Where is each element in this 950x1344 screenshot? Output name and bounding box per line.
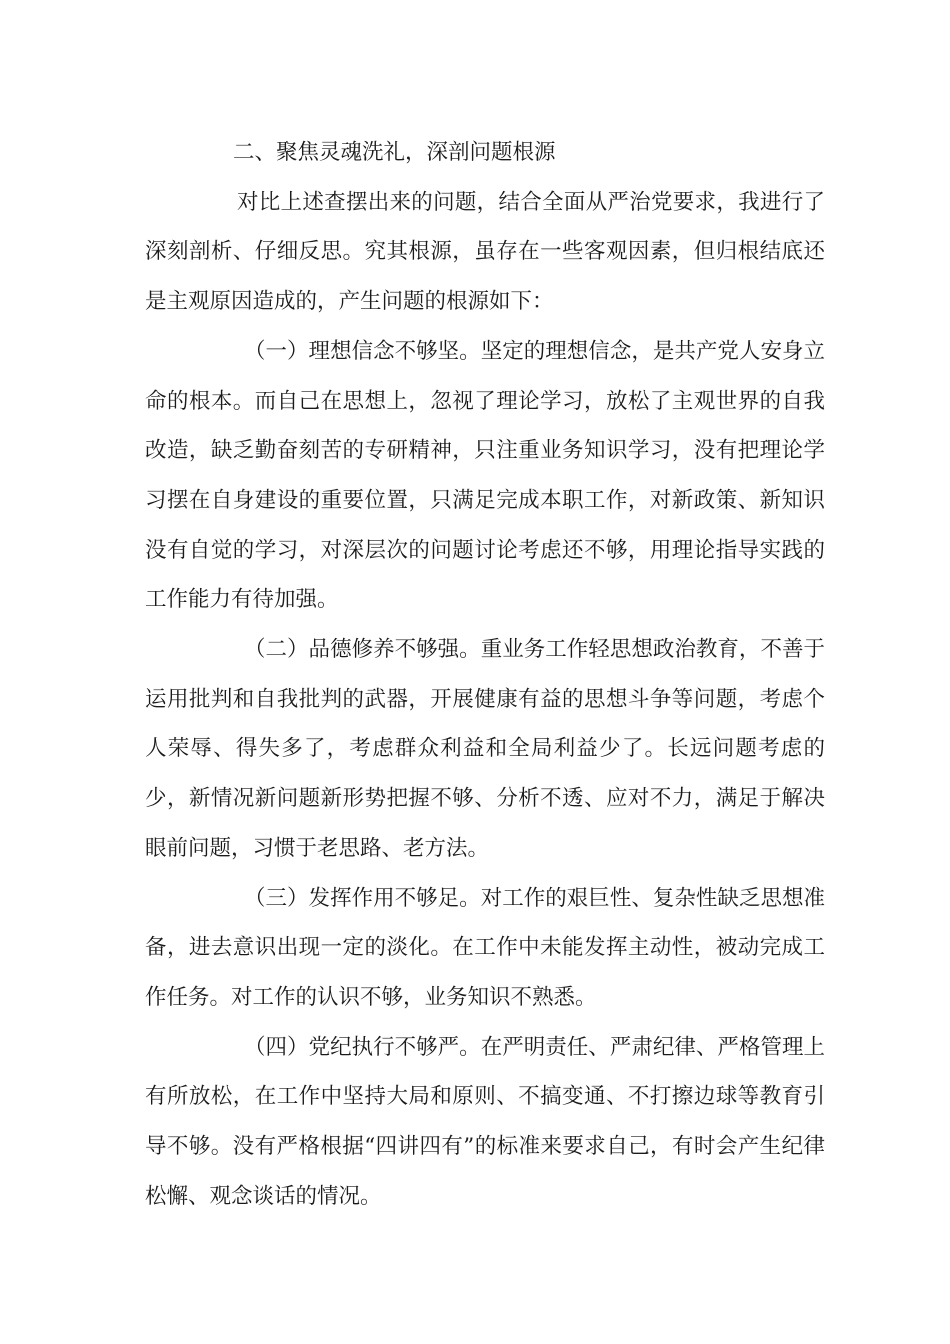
- intro-paragraph: 对比上述查摆出来的问题，结合全面从严治党要求，我进行了深刻剖析、仔细反思。究其根源，虽存在一些客观因素，但归根结底还是主观原因造成的，产生问题的根源如下：: [145, 189, 825, 315]
- paragraph-discipline: （四）党纪执行不够严。在严明责任、严肃纪律、严格管理上有所放松，在工作中坚持大局和原则、不搞变通、不打擦边球等教育引导不够。没有严格根据“四讲四有”的标准来要求自己，有时会产生纪律松懈、观念谈话的情况。: [145, 1034, 825, 1209]
- paragraph-ideals: （一）理想信念不够坚。坚定的理想信念，是共产党人安身立命的根本。而自己在思想上，忽视了理论学习，放松了主观世界的自我改造，缺乏勤奋刻苦的专研精神，只注重业务知识学习，没有把理论学习摆在自身建设的重要位置，只满足完成本职工作，对新政策、新知识没有自觉的学习，对深层次的问题讨论考虑还不够，用理论指导实践的工作能力有待加强。: [145, 338, 825, 613]
- section-heading: 二、聚焦灵魂洗礼，深剖问题根源: [233, 140, 556, 165]
- document-body: [145, 128, 825, 1221]
- paragraph-morality: （二）品德修养不够强。重业务工作轻思想政治教育，不善于运用批判和自我批判的武器，开展健康有益的思想斗争等问题，考虑个人荣辱、得失多了，考虑群众利益和全局利益少了。长远问题考虑的少，新情况新问题新形势把握不够、分析不透、应对不力，满足于解决眼前问题，习惯于老思路、老方法。: [145, 637, 825, 861]
- paragraph-role: （三）发挥作用不够足。对工作的艰巨性、复杂性缺乏思想准备，进去意识出现一定的淡化。在工作中未能发挥主动性，被动完成工作任务。对工作的认识不够，业务知识不熟悉。: [145, 885, 825, 1010]
